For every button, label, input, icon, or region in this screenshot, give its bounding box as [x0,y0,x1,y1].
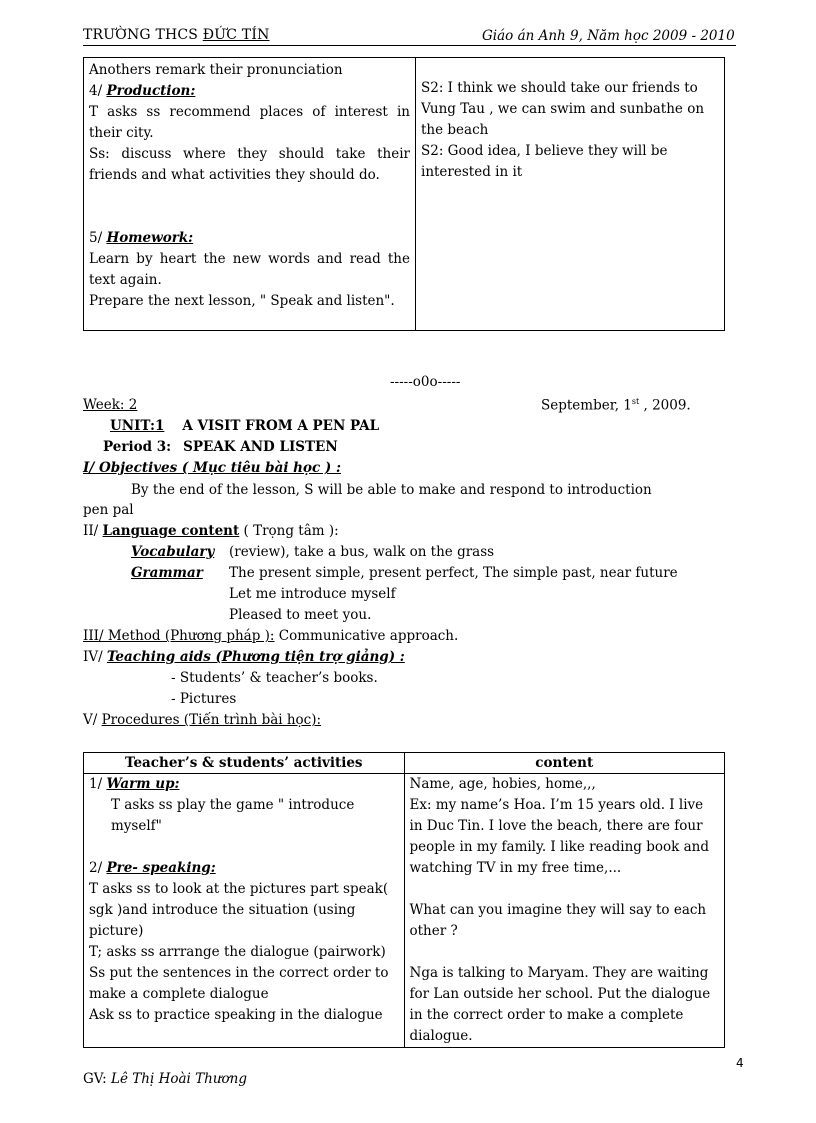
section-separator: -----o0o----- [390,374,461,390]
pre-speaking-text-4: Ask ss to practice speaking in the dialogue [89,1007,383,1023]
production-text-2: Ss: discuss where they should take their friends and what activities they should do. [89,146,410,183]
grammar-label: Grammar [131,565,203,581]
production-heading: 4/ Production: [89,83,196,99]
activities-column-header: Teacher’s & students’ activities [84,753,405,774]
unit-label: UNIT:1 [110,418,165,434]
language-content-heading: II/ Language content ( Trọng tâm ): [83,523,339,539]
vocabulary-text: (review), take a bus, walk on the grass [229,544,495,560]
grammar-text-1: The present simple, present perfect, The simple past, near future [229,565,678,581]
warmup-label: Warm up: [106,776,180,792]
lesson-plan-header: Giáo án Anh 9, Năm học 2009 - 2010 [482,28,735,44]
continued-activities-table [83,57,725,331]
vocabulary-label: Vocabulary [131,544,215,560]
procedures-table-row [84,774,725,1048]
pre-speaking-text-2: T; asks ss arrrange the dialogue (pairwork) [89,944,386,960]
lesson-date: September, 1st , 2009. [541,397,691,414]
procedures-heading: V/ Procedures (Tiến trình bài học): [83,712,322,728]
dialogue-line-1: S2: I think we should take our friends to Vung Tau , we can swim and sunbathe on the beach [421,80,705,138]
homework-label: Homework: [106,230,194,246]
unit-title: A VISIT FROM A PEN PAL [182,418,380,434]
pre-speaking-heading: 2/ Pre- speaking: [89,860,216,876]
homework-text-1: Learn by heart the new words and read the text again. [89,251,410,288]
activities-cell [84,774,405,1048]
pre-speaking-content-1: What can you imagine they will say to each other ? [409,902,707,939]
warmup-content: Name, age, hobies, home,,, [409,776,596,792]
school-prefix: TRƯỜNG THCS [83,27,203,43]
procedures-table-header [84,753,725,774]
production-label: Production: [106,83,196,99]
production-text-1: T asks ss recommend places of interest in their city. [89,104,410,141]
grammar-text-3: Pleased to meet you. [229,607,372,623]
remark-line: Anothers remark their pronunciation [89,62,343,78]
activities-cell [84,58,416,331]
pre-speaking-text-1: T asks ss to look at the pictures part speak( sgk )and introduce the situation (using picture) [89,881,389,939]
dialogue-line-2: S2: Good idea, I believe they will be interested in it [421,143,668,180]
page-number: 4 [736,1056,744,1070]
content-cell [416,58,725,331]
procedures-label: Procedures (Tiến trình bài học): [101,712,322,728]
header-rule [83,45,736,46]
teaching-aids-label: Teaching aids (Phương tiện trợ giảng) : [106,649,405,665]
grammar-text-2: Let me introduce myself [229,586,396,602]
pre-speaking-content-2: Nga is talking to Maryam. They are waiting for Lan outside her school. Put the dialogue in the correct order to make a complete dialogue. [409,965,711,1044]
method-label: III/ Method (Phương pháp ): [83,628,275,644]
homework-heading: 5/ Homework: [89,230,194,246]
content-column-header: content [404,753,725,774]
warmup-text: T asks ss play the game " introduce myself" [111,797,355,834]
school-name: ĐỨC TÍN [202,27,270,43]
objectives-text-1: By the end of the lesson, S will be able to make and respond to introduction [131,482,652,498]
teaching-aids-heading: IV/ Teaching aids (Phương tiện trợ giảng) : [83,649,405,665]
objectives-text-2: pen pal [83,502,134,518]
teaching-aid-2: - Pictures [171,691,237,707]
period-label: Period 3: [103,439,172,455]
homework-text-2: Prepare the next lesson, " Speak and listen". [89,293,395,309]
method-text: Communicative approach. [274,628,459,644]
content-cell [404,774,725,1048]
teacher-name: Lê Thị Hoài Thương [111,1071,247,1087]
method-line [83,626,458,647]
unit-line [110,416,379,437]
warmup-example: Ex: my name’s Hoa. I’m 15 years old. I live in Duc Tin. I love the beach, there are four people in my family. I like reading book and watching TV in my free time,... [409,797,709,876]
teaching-aid-1: - Students’ & teacher’s books. [171,670,378,686]
period-line [103,437,338,458]
week-label: Week: 2 [83,397,138,413]
warmup-heading: 1/ Warm up: [89,776,180,792]
pre-speaking-label: Pre- speaking: [106,860,216,876]
objectives-heading: I/ Objectives ( Mục tiêu bài học ) : [83,460,341,476]
period-title: SPEAK AND LISTEN [183,439,338,455]
language-content-label: Language content [102,523,240,539]
school-header [83,27,270,43]
pre-speaking-text-3: Ss put the sentences in the correct order to make a complete dialogue [89,965,389,1002]
teacher-footer: GV: Lê Thị Hoài Thương [83,1071,247,1087]
procedures-table [83,752,725,1048]
